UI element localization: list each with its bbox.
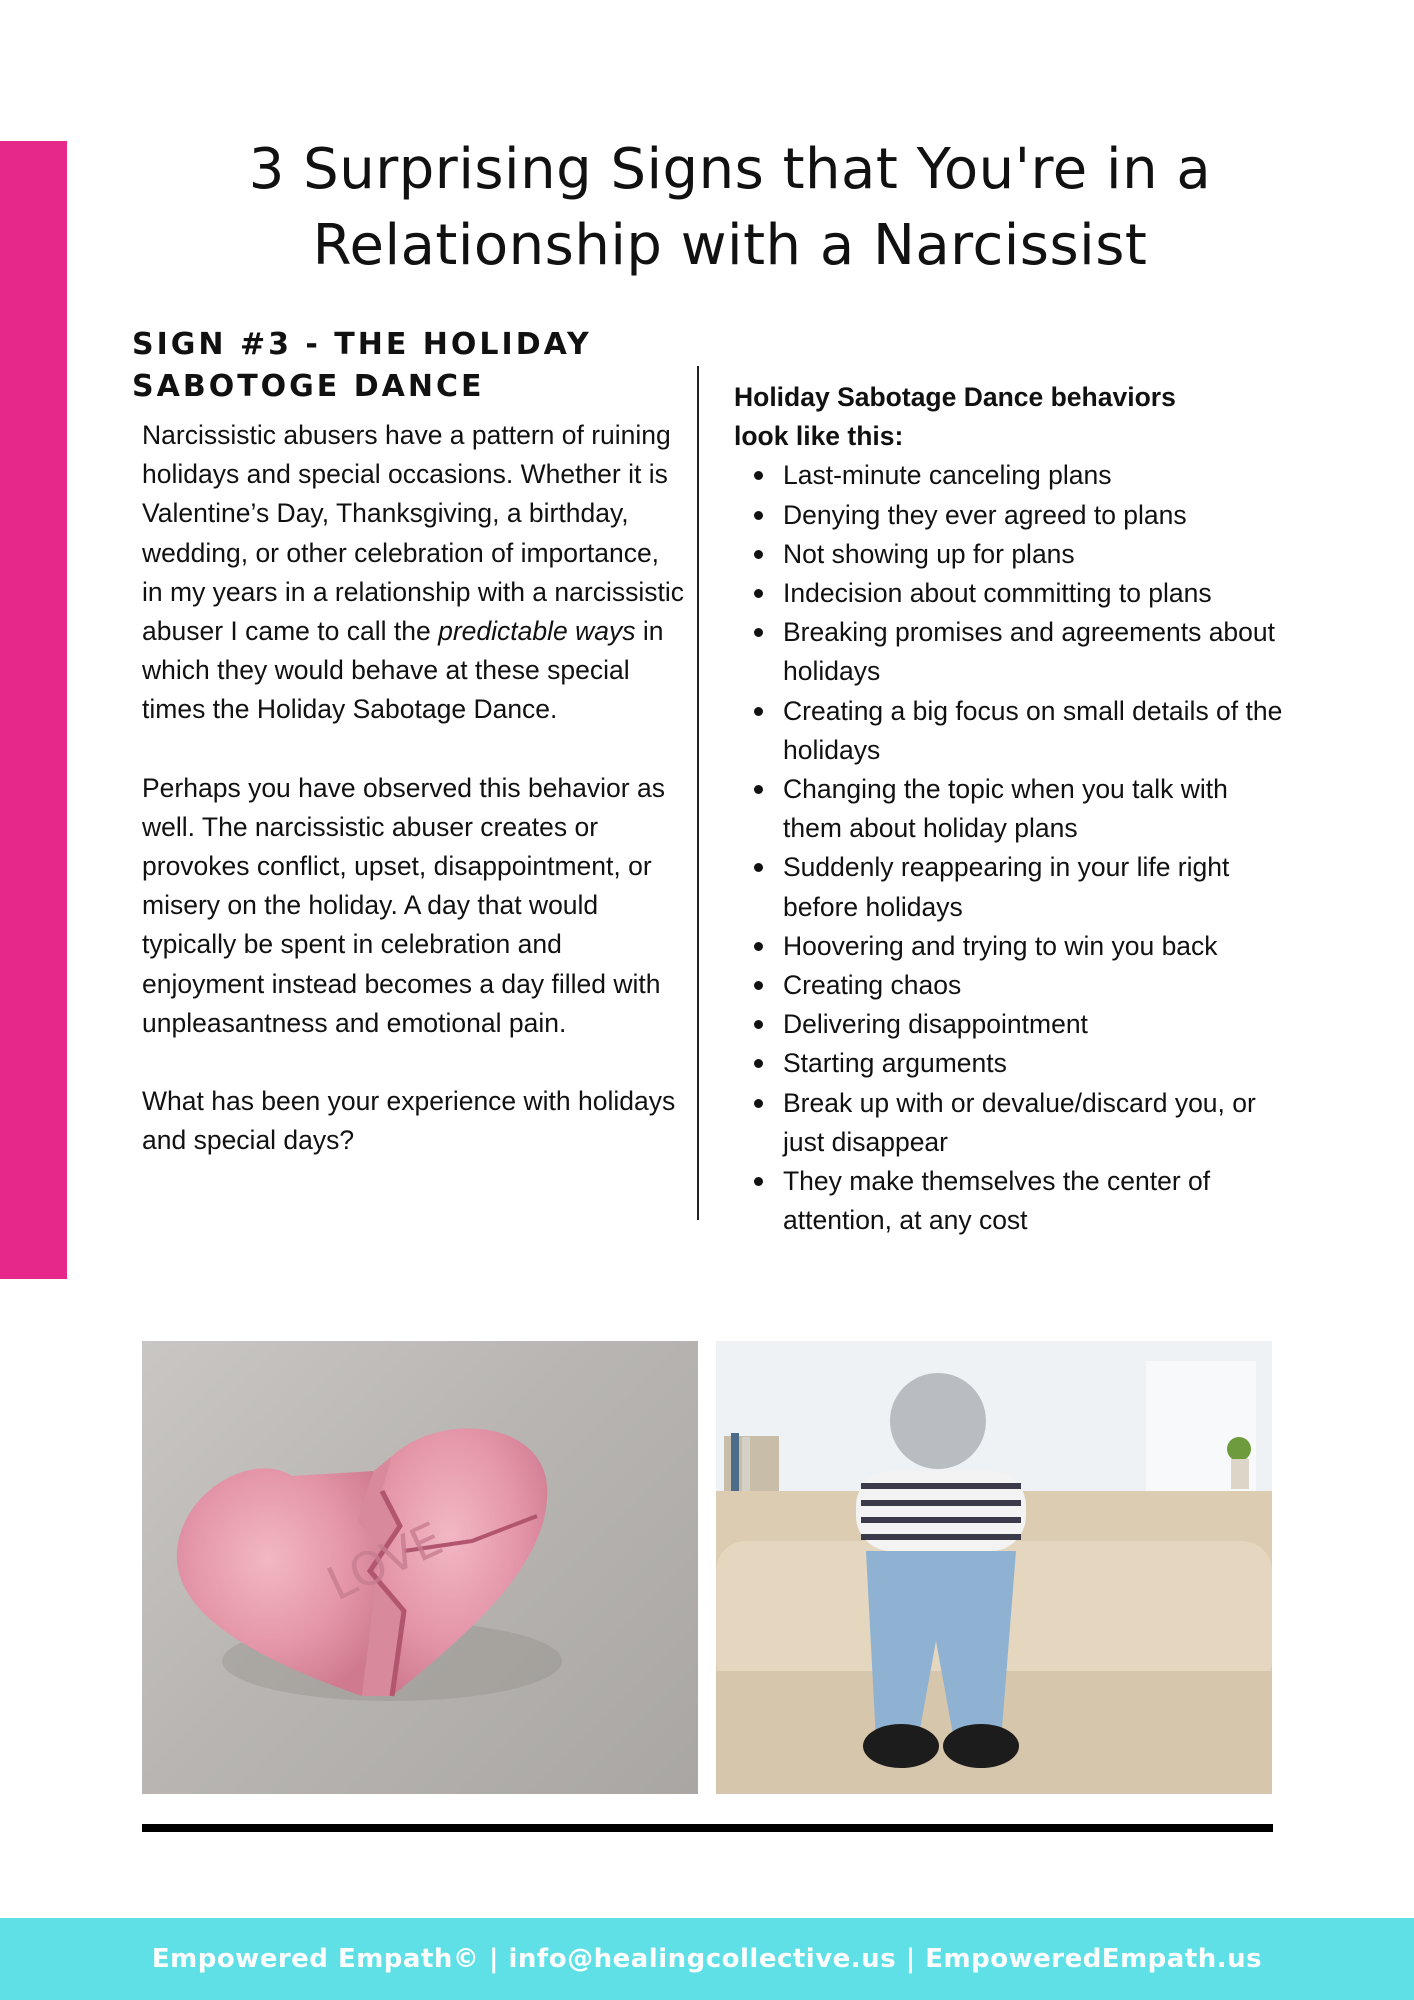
list-item-text: Suddenly reappearing in your life right before holidays <box>783 852 1230 922</box>
footer-text: Empowered Empath© | info@healingcollective.us | EmpoweredEmpath.us <box>151 1944 1263 1974</box>
list-item <box>734 496 1294 535</box>
bullet-icon <box>754 1020 763 1029</box>
bullet-icon <box>754 981 763 990</box>
bullet-icon <box>754 628 763 637</box>
sad-person-photo <box>716 1341 1272 1794</box>
question-paragraph: What has been your experience with holidays and special days? <box>142 1086 676 1156</box>
list-item-text: Hoovering and trying to win you back <box>783 930 1218 961</box>
sad-person-icon <box>716 1341 1272 1794</box>
bullet-icon <box>754 707 763 716</box>
intro-text-start: Narcissistic abusers have a pattern of ruining holidays and special occasions. Whether it is Valentine’s Day, Thanksgiving, a birthday, wedding, or other celebration of importance, in my years in a relationship with a narcissistic abuser I came to call the <box>142 420 684 647</box>
emphasis-text: predictable ways <box>438 616 636 647</box>
bullet-icon <box>754 589 763 598</box>
list-item-text: Indecision about committing to plans <box>783 578 1212 609</box>
bullet-icon <box>754 785 763 794</box>
list-item-text: Break up with or devalue/discard you, or just disappear <box>783 1087 1256 1157</box>
list-item-text: Starting arguments <box>783 1048 1007 1079</box>
broken-heart-photo <box>142 1341 698 1794</box>
list-intro-line1: Holiday Sabotage Dance behaviors <box>734 382 1176 412</box>
list-item-text: Changing the topic when you talk with them about holiday plans <box>783 774 1228 844</box>
list-item <box>734 692 1294 770</box>
list-item-text: Denying they ever agreed to plans <box>783 499 1187 530</box>
bullet-icon <box>754 1177 763 1186</box>
list-item <box>734 1162 1294 1240</box>
list-item-text: Breaking promises and agreements about holidays <box>783 617 1276 687</box>
footer <box>0 1918 1414 2000</box>
bullet-icon <box>754 511 763 520</box>
bullet-icon <box>754 1099 763 1108</box>
column-divider <box>697 366 699 1220</box>
list-item <box>734 1044 1294 1083</box>
bullet-icon <box>754 1059 763 1068</box>
list-intro-line2: look like this: <box>734 421 904 452</box>
list-item <box>734 535 1294 574</box>
list-item-text: Not showing up for plans <box>783 538 1075 569</box>
accent-bar <box>0 141 67 1279</box>
list-item <box>734 574 1294 613</box>
list-item-text: They make themselves the center of attention, at any cost <box>783 1166 1211 1236</box>
list-item-text: Last-minute canceling plans <box>783 460 1112 491</box>
bullet-icon <box>754 471 763 480</box>
behavior-list <box>734 456 1294 1240</box>
broken-heart-icon <box>142 1341 698 1794</box>
left-column <box>142 416 687 1199</box>
list-item <box>734 927 1294 966</box>
sign-heading: SIGN #3 - THE HOLIDAY SABOTOGE DANCE <box>132 327 592 404</box>
list-item <box>734 1084 1294 1162</box>
list-item-text: Creating a big focus on small details of the holidays <box>783 695 1283 765</box>
intro-paragraph <box>142 416 687 730</box>
list-item-text: Creating chaos <box>783 970 962 1001</box>
list-item <box>734 848 1294 926</box>
list-item <box>734 966 1294 1005</box>
bullet-icon <box>754 863 763 872</box>
bullet-icon <box>754 550 763 559</box>
behavior-paragraph: Perhaps you have observed this behavior as well. The narcissistic abuser creates or provokes conflict, upset, disappointment, or misery on the holiday. A day that would typically be spent in celebration and enjoyment instead becomes a day filled with unpleasantness and emotional pain. <box>142 772 665 1038</box>
list-intro <box>734 378 1294 456</box>
list-item <box>734 613 1294 691</box>
right-column <box>734 378 1294 1240</box>
page-title: 3 Surprising Signs that You're in a Relationship with a Narcissist <box>248 137 1212 278</box>
horizontal-rule <box>142 1824 1273 1832</box>
list-item <box>734 1005 1294 1044</box>
list-item-text: Delivering disappointment <box>783 1009 1088 1040</box>
list-item <box>734 456 1294 495</box>
list-item <box>734 770 1294 848</box>
heart-love-text: LOVE <box>318 1511 451 1611</box>
bullet-icon <box>754 942 763 951</box>
intro-text-end: in which they would behave at these special times the Holiday Sabotage Dance. <box>142 616 664 725</box>
